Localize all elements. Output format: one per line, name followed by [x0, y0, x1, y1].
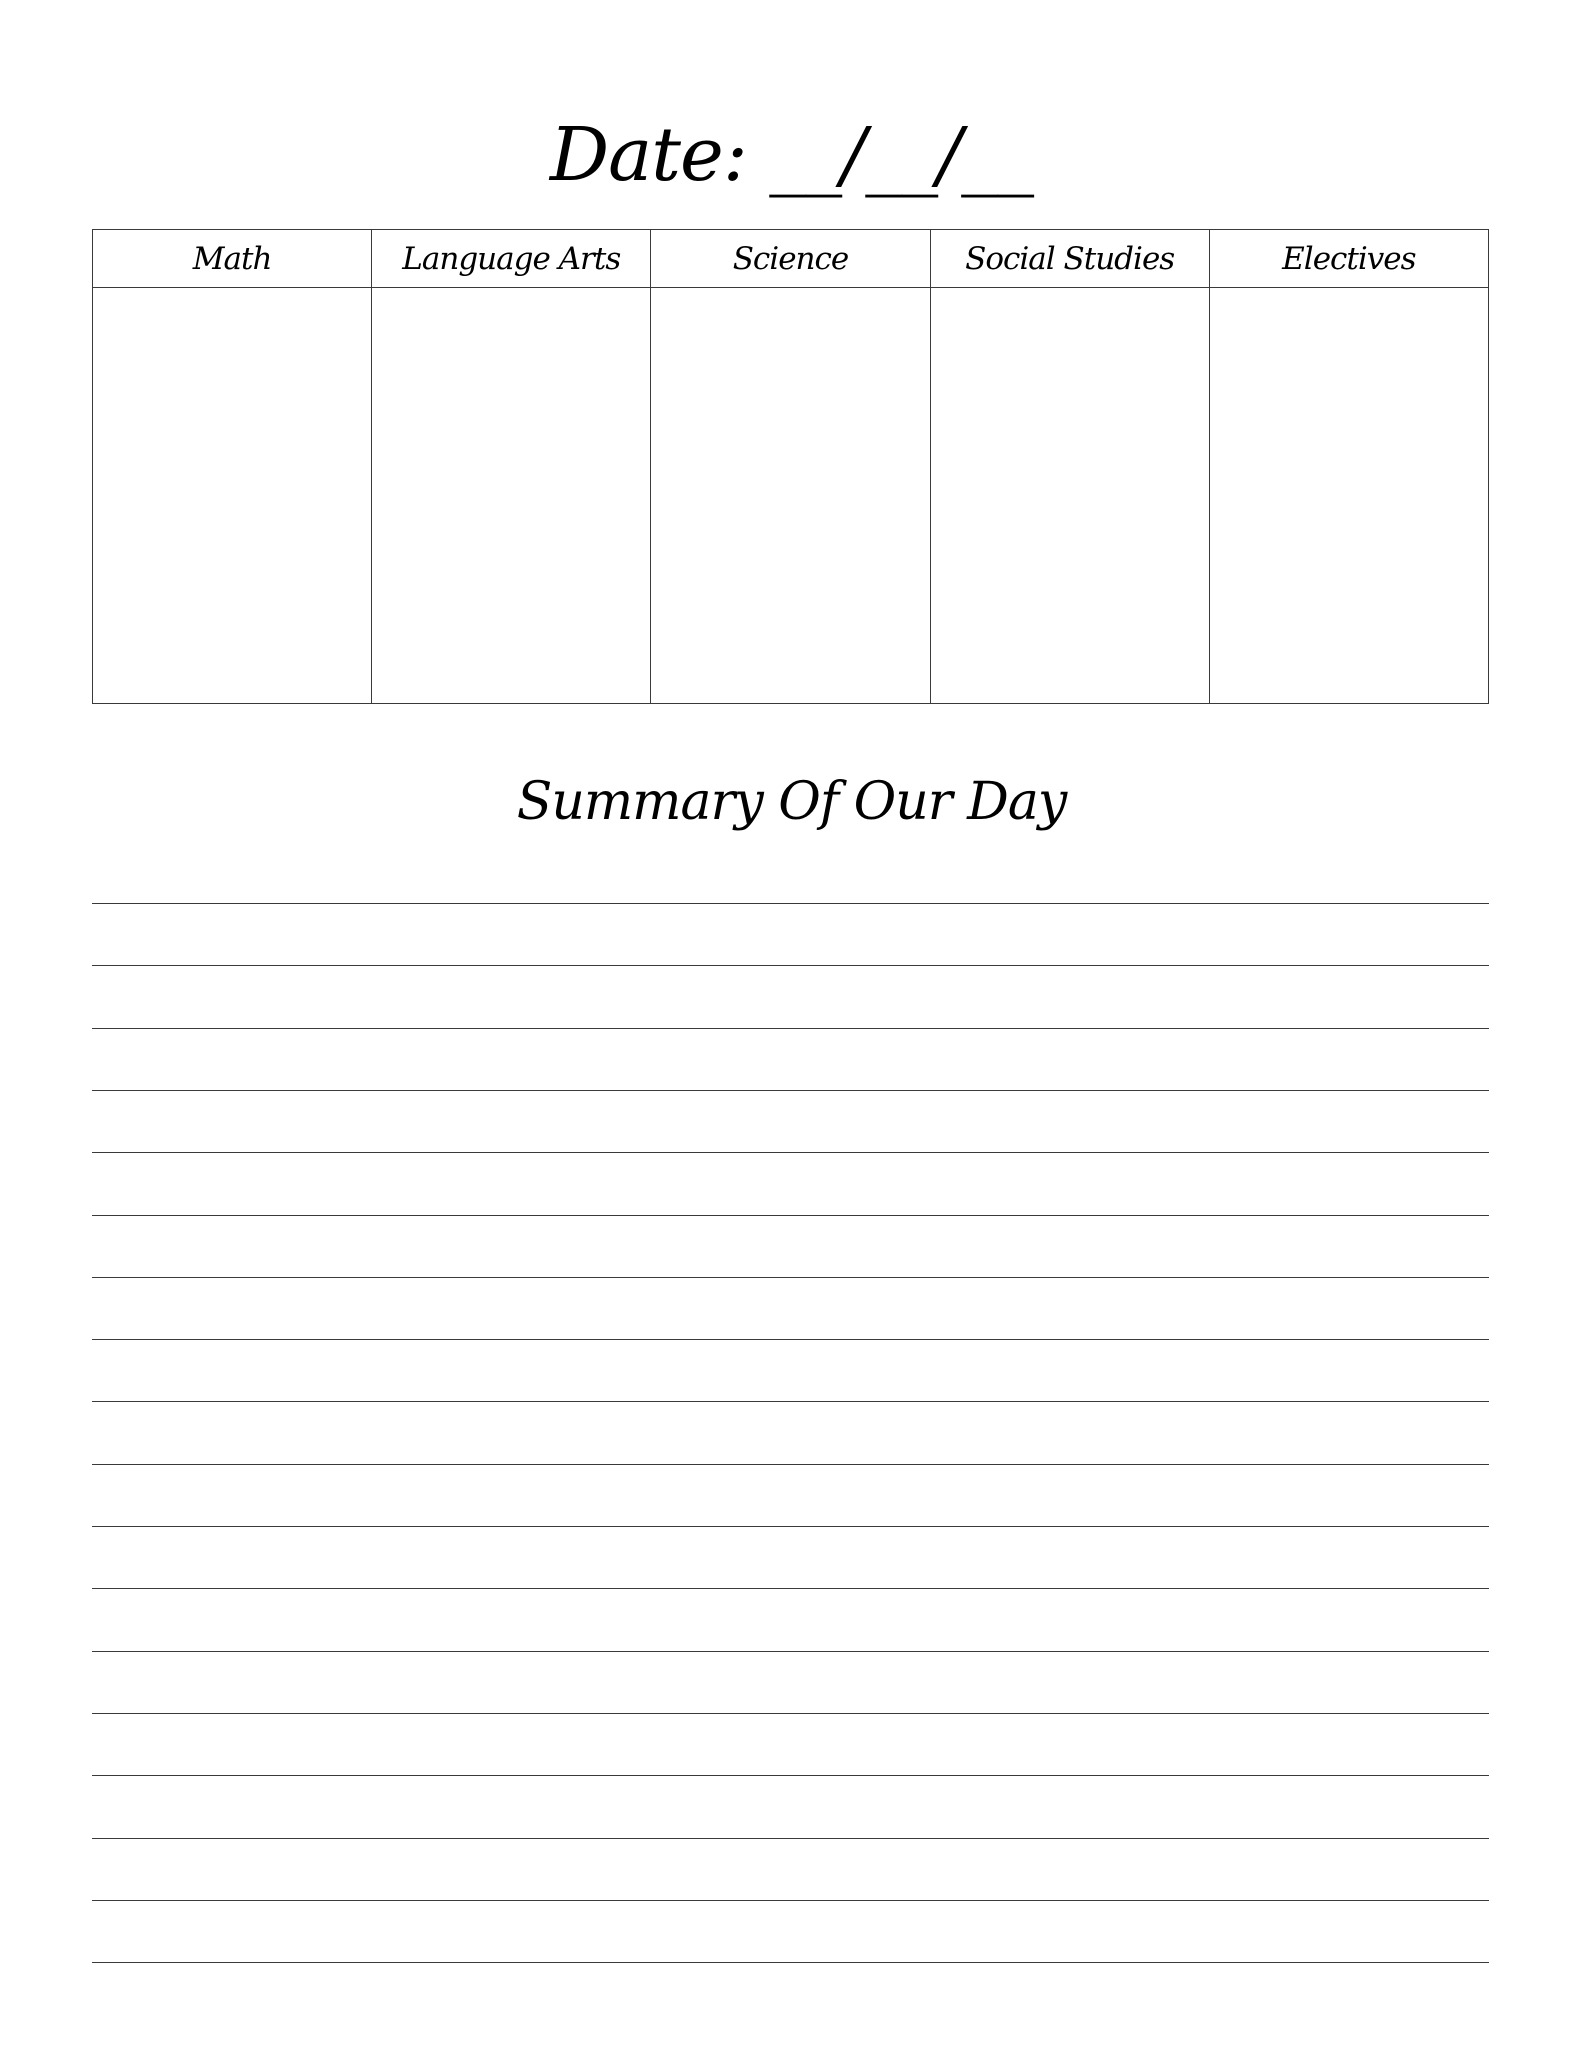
summary-line[interactable] [92, 1028, 1489, 1029]
summary-line[interactable] [92, 1713, 1489, 1714]
summary-line[interactable] [92, 1775, 1489, 1776]
summary-line[interactable] [92, 1464, 1489, 1465]
summary-writing-lines [92, 0, 1489, 2048]
subject-header-science: Science [651, 230, 930, 288]
subject-header-language-arts: Language Arts [372, 230, 651, 288]
subject-header-electives: Electives [1209, 230, 1488, 288]
subject-header-math: Math [93, 230, 372, 288]
summary-heading: Summary Of Our Day [516, 772, 1067, 832]
summary-line[interactable] [92, 965, 1489, 966]
summary-line[interactable] [92, 1962, 1489, 1963]
summary-line[interactable] [92, 903, 1489, 904]
summary-line[interactable] [92, 1588, 1489, 1589]
summary-line[interactable] [92, 1277, 1489, 1278]
summary-line[interactable] [92, 1401, 1489, 1402]
summary-line[interactable] [92, 1215, 1489, 1216]
summary-line[interactable] [92, 1090, 1489, 1091]
summary-line[interactable] [92, 1339, 1489, 1340]
summary-line[interactable] [92, 1838, 1489, 1839]
subject-header-social-studies: Social Studies [930, 230, 1209, 288]
summary-line[interactable] [92, 1900, 1489, 1901]
date-heading: Date: __/__/__ [549, 112, 1034, 198]
summary-line[interactable] [92, 1651, 1489, 1652]
summary-line[interactable] [92, 1152, 1489, 1153]
summary-line[interactable] [92, 1526, 1489, 1527]
